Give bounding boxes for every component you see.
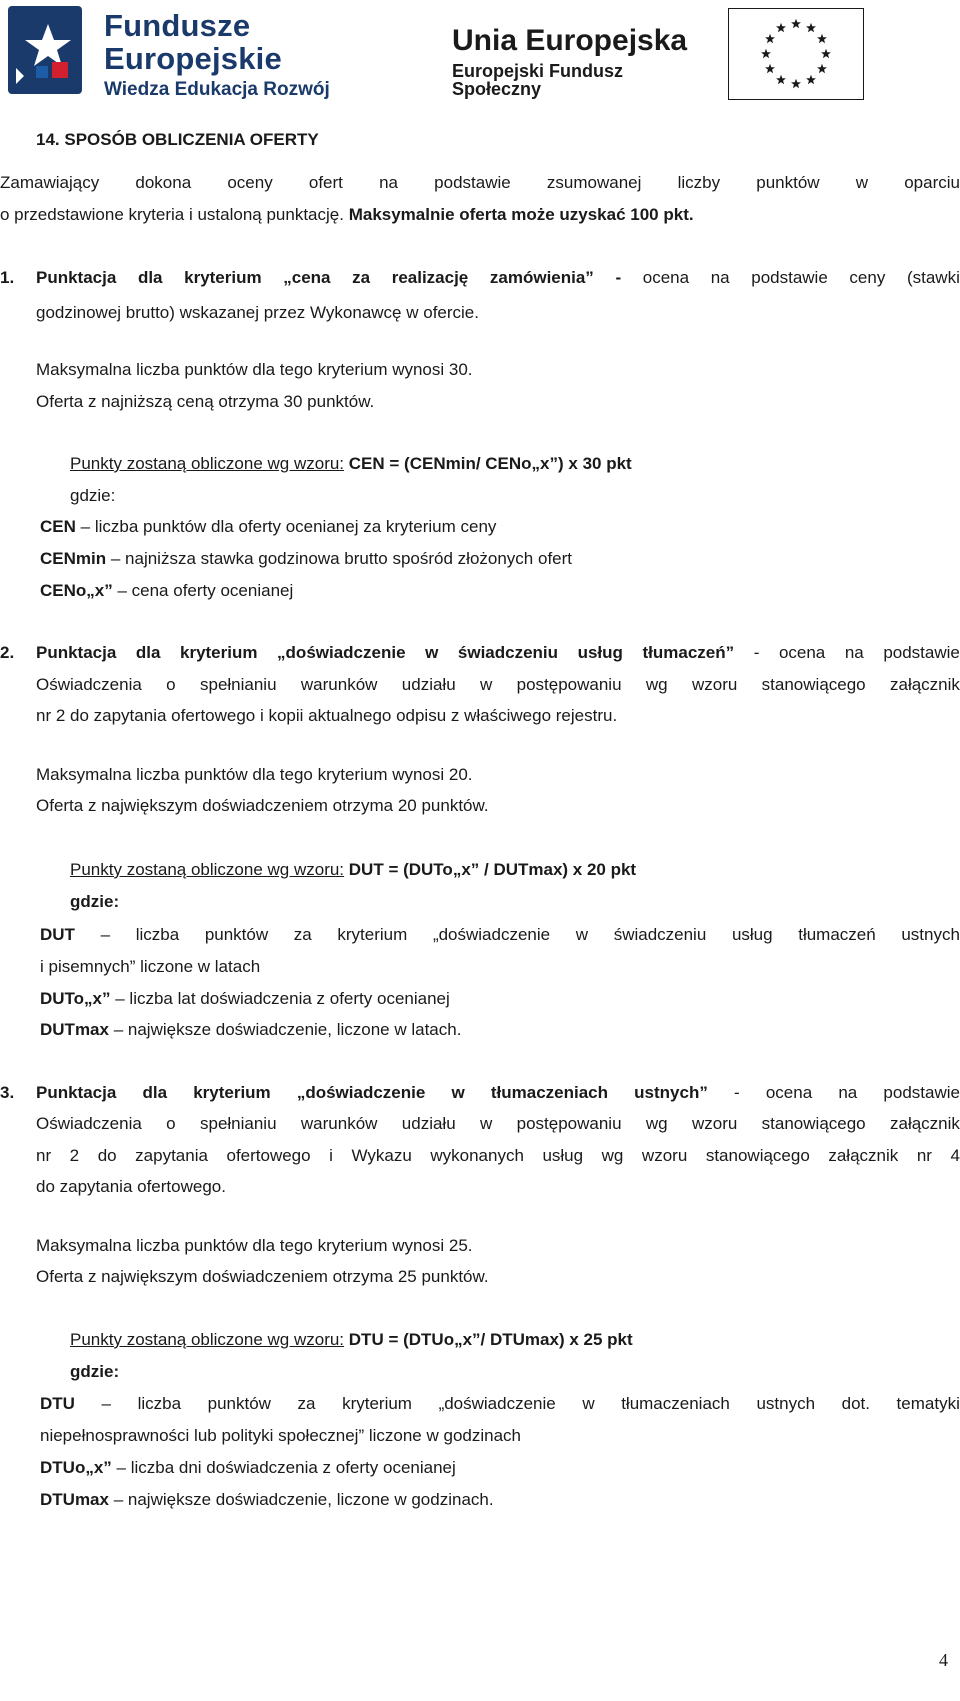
- word: ocena: [765, 1083, 813, 1102]
- word: podstawie: [751, 268, 828, 287]
- unia-europejska-logo: [452, 0, 952, 105]
- word: załącznik: [828, 1146, 899, 1165]
- word: za: [293, 925, 312, 944]
- c2-def-dut-line2: i pisemnych” liczone w latach: [40, 957, 261, 976]
- c2-best-offer: Oferta z największym doświadczeniem otrzyma 20 punktów.: [36, 796, 489, 815]
- c1-def-desc: – cena oferty ocenianej: [117, 581, 294, 600]
- word: ustnych: [901, 925, 960, 944]
- word: dla: [135, 643, 161, 662]
- word: ustnych: [756, 1394, 816, 1413]
- word: udziału: [401, 1114, 456, 1133]
- page-number: 4: [939, 1650, 948, 1670]
- word: wg: [601, 1146, 624, 1165]
- c1-heading-line1: [36, 268, 960, 288]
- word: Wykazu: [351, 1146, 412, 1165]
- word: o: [166, 675, 176, 694]
- intro-line-2: [0, 205, 960, 225]
- word: w: [425, 643, 439, 662]
- word: -: [753, 643, 760, 662]
- c2-heading-line3: nr 2 do zapytania ofertowego i kopii aktualnego odpisu z właściwego rejestru.: [36, 706, 618, 725]
- word: wzoru: [691, 675, 738, 694]
- word: DTU: [40, 1394, 75, 1413]
- fe-name-line1: Fundusze: [104, 8, 251, 43]
- word: stanowiącego: [761, 675, 866, 694]
- c2-heading-line2: [36, 675, 960, 695]
- word: kryterium: [184, 268, 262, 287]
- c1-formula-line: [70, 454, 960, 474]
- c2-formula-line: [70, 860, 960, 880]
- word: na: [710, 268, 730, 287]
- word: udziału: [401, 675, 456, 694]
- word: do: [97, 1146, 117, 1165]
- c3-heading-line2: [36, 1114, 960, 1134]
- c1-def-term: CEN: [40, 517, 76, 536]
- c3-number: 3.: [0, 1083, 15, 1102]
- word: wzoru: [691, 1114, 738, 1133]
- word: tłumaczeniach: [621, 1394, 730, 1413]
- c2-max-points: Maksymalna liczba punktów dla tego kryterium wynosi 20.: [36, 765, 473, 784]
- word: nr: [36, 1146, 52, 1165]
- c1-def-cenmin: [40, 549, 960, 569]
- word: stanowiącego: [705, 1146, 810, 1165]
- intro-max-points: Maksymalnie oferta może uzyskać 100 pkt.: [348, 205, 694, 224]
- word: punktów: [207, 1394, 271, 1413]
- word: ofertowego: [226, 1146, 311, 1165]
- word: kryterium: [180, 643, 258, 662]
- word: realizację: [391, 268, 469, 287]
- word: świadczeniu: [613, 925, 707, 944]
- c3-def-desc: – liczba dni doświadczenia z oferty ocenianej: [116, 1458, 456, 1477]
- c2-gdzie: gdzie:: [70, 892, 120, 911]
- word: wg: [645, 1114, 668, 1133]
- eu-flag-icon: [728, 8, 864, 100]
- word: „doświadczenie: [296, 1083, 426, 1102]
- c1-best-offer: Oferta z najniższą ceną otrzyma 30 punktów.: [36, 392, 375, 411]
- c3-formula-line: [70, 1330, 960, 1350]
- word: –: [101, 1394, 111, 1413]
- word: kryterium: [193, 1083, 271, 1102]
- c1-def-desc: – liczba punktów dla oferty ocenianej za kryterium ceny: [80, 517, 497, 536]
- ue-name: Unia Europejska: [452, 24, 688, 57]
- word: dot.: [841, 1394, 870, 1413]
- c2-number: 2.: [0, 643, 15, 662]
- word: zsumowanej: [546, 173, 642, 192]
- word: liczba: [135, 925, 180, 944]
- c3-formula-label: Punkty zostaną obliczone wg wzoru:: [70, 1330, 345, 1349]
- word: Punktacja: [36, 1083, 117, 1102]
- fe-name-line2: Europejskie: [104, 41, 282, 76]
- c1-def-term: CENo„x”: [40, 581, 113, 600]
- word: wg: [645, 675, 668, 694]
- word: załącznik: [889, 1114, 960, 1133]
- word: dokona: [135, 173, 192, 192]
- word: wzoru: [641, 1146, 688, 1165]
- c1-number: 1.: [0, 268, 15, 287]
- word: podstawie: [883, 643, 960, 662]
- word: ocena: [778, 643, 826, 662]
- c3-best-offer: Oferta z największym doświadczeniem otrzyma 25 punktów.: [36, 1267, 489, 1286]
- fundusze-europejskie-logo: [0, 0, 360, 105]
- word: warunków: [300, 1114, 378, 1133]
- word: -: [734, 1083, 740, 1102]
- c3-def-dtumax: [40, 1490, 960, 1510]
- word: „cena: [283, 268, 331, 287]
- c2-def-dutmax: [40, 1020, 960, 1040]
- word: kryterium: [342, 1394, 412, 1413]
- word: ustnych”: [634, 1083, 708, 1102]
- c3-heading-line3: [36, 1146, 960, 1166]
- word: 4: [950, 1146, 960, 1165]
- word: tłumaczeniach: [490, 1083, 609, 1102]
- word: spełnianiu: [199, 1114, 277, 1133]
- word: w: [575, 925, 589, 944]
- word: w: [480, 675, 493, 694]
- word: w: [855, 173, 869, 192]
- c3-def-dtu-line1: [40, 1394, 960, 1414]
- word: Punktacja: [36, 268, 117, 287]
- c2-def-term: DUTo„x”: [40, 989, 111, 1008]
- c1-def-desc: – najniższa stawka godzinowa brutto spośród złożonych ofert: [110, 549, 573, 568]
- c1-formula-label: Punkty zostaną obliczone wg wzoru:: [70, 454, 345, 473]
- word: załącznik: [889, 675, 960, 694]
- c3-formula: DTU = (DTUo„x”/ DTUmax) x 25 pkt: [348, 1330, 633, 1349]
- c3-heading-line1: [36, 1083, 960, 1103]
- word: w: [480, 1114, 493, 1133]
- c2-def-term: DUTmax: [40, 1020, 109, 1039]
- word: i: [329, 1146, 333, 1165]
- word: świadczeniu: [457, 643, 559, 662]
- word: tematyki: [896, 1394, 960, 1413]
- word: ofert: [308, 173, 343, 192]
- word: DUT: [40, 925, 75, 944]
- word: „doświadczenie: [438, 1394, 556, 1413]
- word: liczba: [137, 1394, 182, 1413]
- word: usług: [542, 1146, 584, 1165]
- c2-def-desc: – największe doświadczenie, liczone w latach.: [113, 1020, 462, 1039]
- word: punktów: [204, 925, 269, 944]
- word: kryterium: [337, 925, 408, 944]
- word: –: [100, 925, 111, 944]
- c2-formula-label: Punkty zostaną obliczone wg wzoru:: [70, 860, 345, 879]
- c2-formula: DUT = (DUTo„x” / DUTmax) x 20 pkt: [348, 860, 637, 879]
- word: dla: [142, 1083, 168, 1102]
- word: „doświadczenie: [432, 925, 551, 944]
- ue-fund-name: Europejski Fundusz Społeczny: [452, 61, 624, 99]
- c2-def-desc: – liczba lat doświadczenia z oferty ocenianej: [115, 989, 450, 1008]
- word: stanowiącego: [761, 1114, 866, 1133]
- c1-formula: CEN = (CENmin/ CENo„x”) x 30 pkt: [348, 454, 632, 473]
- word: usług: [577, 643, 623, 662]
- word: (stawki: [906, 268, 960, 287]
- word: tłumaczeń: [798, 925, 876, 944]
- word: 2: [69, 1146, 80, 1165]
- word: wykonanych: [430, 1146, 524, 1165]
- fe-tagline: Wiedza Edukacja Rozwój: [104, 79, 330, 100]
- word: ocena: [642, 268, 690, 287]
- c3-heading-line4: do zapytania ofertowego.: [36, 1177, 226, 1196]
- word: usług: [731, 925, 773, 944]
- word: zamówienia”: [489, 268, 594, 287]
- c1-def-term: CENmin: [40, 549, 107, 568]
- fundusze-europejskie-star-icon: [8, 6, 82, 94]
- c2-def-dut-line1: [40, 925, 960, 945]
- c1-gdzie: gdzie:: [70, 486, 116, 505]
- word: w: [451, 1083, 465, 1102]
- word: „doświadczenie: [277, 643, 406, 662]
- word: postępowaniu: [516, 675, 622, 694]
- word: liczby: [677, 173, 721, 192]
- word: warunków: [300, 675, 378, 694]
- word: Zamawiający: [0, 173, 100, 192]
- c3-gdzie: gdzie:: [70, 1362, 120, 1381]
- word: oparciu: [904, 173, 960, 192]
- word: tłumaczeń”: [642, 643, 735, 662]
- word: o: [166, 1114, 176, 1133]
- word: ceny: [849, 268, 886, 287]
- word: -: [615, 268, 622, 287]
- word: na: [844, 643, 864, 662]
- word: spełnianiu: [199, 675, 277, 694]
- c2-heading-line1: [36, 643, 960, 663]
- c1-def-ceno: [40, 581, 960, 601]
- c3-def-term: DTUmax: [40, 1490, 109, 1509]
- word: podstawie: [434, 173, 511, 192]
- c1-def-cen: [40, 517, 960, 537]
- word: za: [352, 268, 371, 287]
- word: punktów: [756, 173, 820, 192]
- intro-text: o przedstawione kryteria i ustaloną punktację.: [0, 205, 344, 224]
- c1-max-points: Maksymalna liczba punktów dla tego kryterium wynosi 30.: [36, 360, 473, 379]
- c3-def-term: DTUo„x”: [40, 1458, 112, 1477]
- c2-def-duto: [40, 989, 960, 1009]
- word: Oświadczenia: [36, 1114, 142, 1133]
- word: na: [379, 173, 398, 192]
- word: dla: [137, 268, 163, 287]
- c3-def-dtu-line2: niepełnosprawności lub polityki społecznej” liczone w godzinach: [40, 1426, 521, 1445]
- c3-def-desc: – największe doświadczenie, liczone w godzinach.: [113, 1490, 494, 1509]
- word: nr: [916, 1146, 932, 1165]
- word: podstawie: [883, 1083, 960, 1102]
- word: w: [582, 1394, 595, 1413]
- word: oceny: [227, 173, 273, 192]
- intro-line-1: [0, 173, 960, 193]
- c3-def-dtuo: [40, 1458, 960, 1478]
- word: Oświadczenia: [36, 675, 142, 694]
- section-title: 14. SPOSÓB OBLICZENIA OFERTY: [36, 130, 319, 149]
- word: Punktacja: [36, 643, 117, 662]
- c3-max-points: Maksymalna liczba punktów dla tego kryterium wynosi 25.: [36, 1236, 473, 1255]
- word: zapytania: [135, 1146, 208, 1165]
- word: za: [297, 1394, 316, 1413]
- c1-heading-line2: godzinowej brutto) wskazanej przez Wykonawcę w ofercie.: [36, 303, 479, 322]
- word: postępowaniu: [516, 1114, 622, 1133]
- word: na: [838, 1083, 858, 1102]
